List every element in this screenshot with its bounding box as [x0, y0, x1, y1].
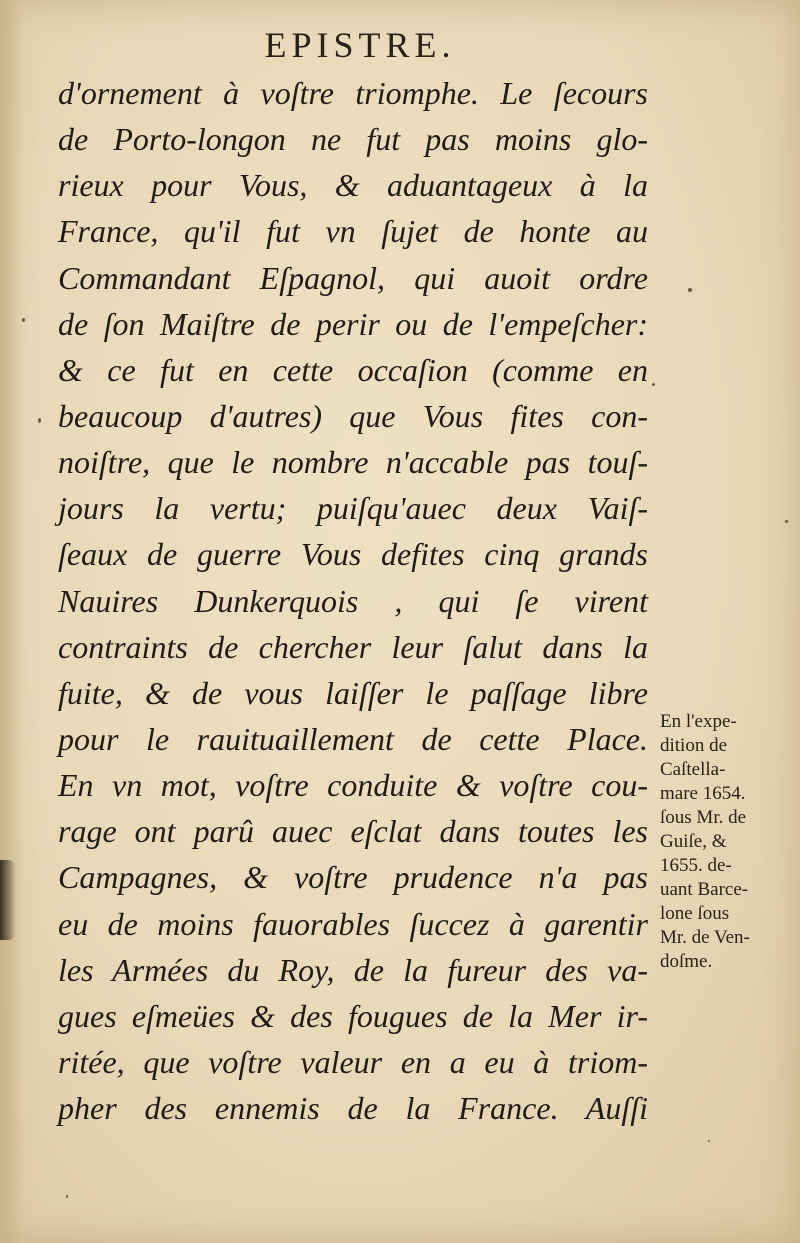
text-line: beaucoup d'autres) que Vous fites con- — [58, 397, 648, 434]
text-line: d'ornement à voſtre triomphe. Le ſecours — [58, 75, 648, 111]
margin-note-line: Caſtella- — [660, 759, 726, 780]
paper-speck — [66, 1195, 68, 1198]
running-header: EPISTRE. — [264, 25, 456, 65]
text-line: Commandant Eſpagnol, qui auoit ordre — [58, 259, 648, 296]
page-edge-stain — [0, 860, 16, 940]
text-line: & ce fut en cette occaſion (comme en — [58, 351, 648, 388]
text-line: contraints de chercher leur ſalut dans la — [58, 628, 648, 665]
paper-speck — [652, 383, 655, 386]
paper-speck — [708, 1140, 710, 1142]
text-line: France, qu'il fut vn ſujet de honte au — [58, 213, 648, 250]
text-line: eu de moins fauorables ſuccez à garentir — [58, 905, 648, 942]
text-line: de Porto-longon ne fut pas moins glo- — [58, 121, 648, 158]
text-line: pour le rauituaillement de cette Place. — [58, 720, 648, 757]
margin-note-line: dition de — [660, 735, 728, 756]
text-line: ritée, que voſtre valeur en a eu à triom- — [58, 1043, 648, 1080]
text-line: En vn mot, voſtre conduite & voſtre cou- — [58, 767, 648, 804]
margin-note-line: En l'expe- — [660, 711, 737, 732]
text-line: les Armées du Roy, de la fureur des va- — [58, 951, 648, 988]
margin-note-line: mare 1654. — [660, 783, 746, 804]
paper-speck — [785, 520, 788, 523]
paper-speck — [688, 288, 692, 292]
text-line: noiſtre, que le nombre n'accable pas touſ- — [58, 444, 648, 481]
margin-note-line: doſme. — [660, 951, 713, 972]
text-line: fuite, & de vous laiſſer le paſſage libre — [58, 674, 648, 711]
page-gutter-shadow — [0, 0, 22, 1243]
text-line: Campagnes, & voſtre prudence n'a pas — [58, 859, 648, 896]
text-line: rieux pour Vous, & aduantageux à la — [58, 167, 648, 204]
text-line: Nauires Dunkerquois , qui ſe virent — [58, 582, 648, 619]
margin-note-line: 1655. de- — [660, 855, 732, 876]
margin-note-line: lone ſous — [660, 903, 730, 924]
text-line: jours la vertu; puiſqu'auec deux Vaiſ- — [58, 490, 648, 527]
paper-speck — [38, 418, 41, 423]
margin-note-line: ſous Mr. de — [660, 807, 747, 828]
text-line: gues eſmeües & des fougues de la Mer ir- — [58, 997, 648, 1034]
text-line: ſeaux de guerre Vous defites cinq grands — [58, 536, 648, 573]
margin-note — [660, 710, 790, 974]
body-text — [58, 70, 648, 1131]
text-line: pher des ennemis de la France. Auſſi — [58, 1090, 648, 1127]
margin-note-line: Mr. de Ven- — [660, 927, 750, 948]
paper-speck — [22, 318, 25, 322]
text-line: rage ont parû auec eſclat dans toutes les — [58, 813, 648, 850]
margin-note-line: Guiſe, & — [660, 831, 727, 852]
text-line: de ſon Maiſtre de perir ou de l'empeſcher: — [58, 305, 648, 342]
margin-note-line: uant Barce- — [660, 879, 749, 900]
